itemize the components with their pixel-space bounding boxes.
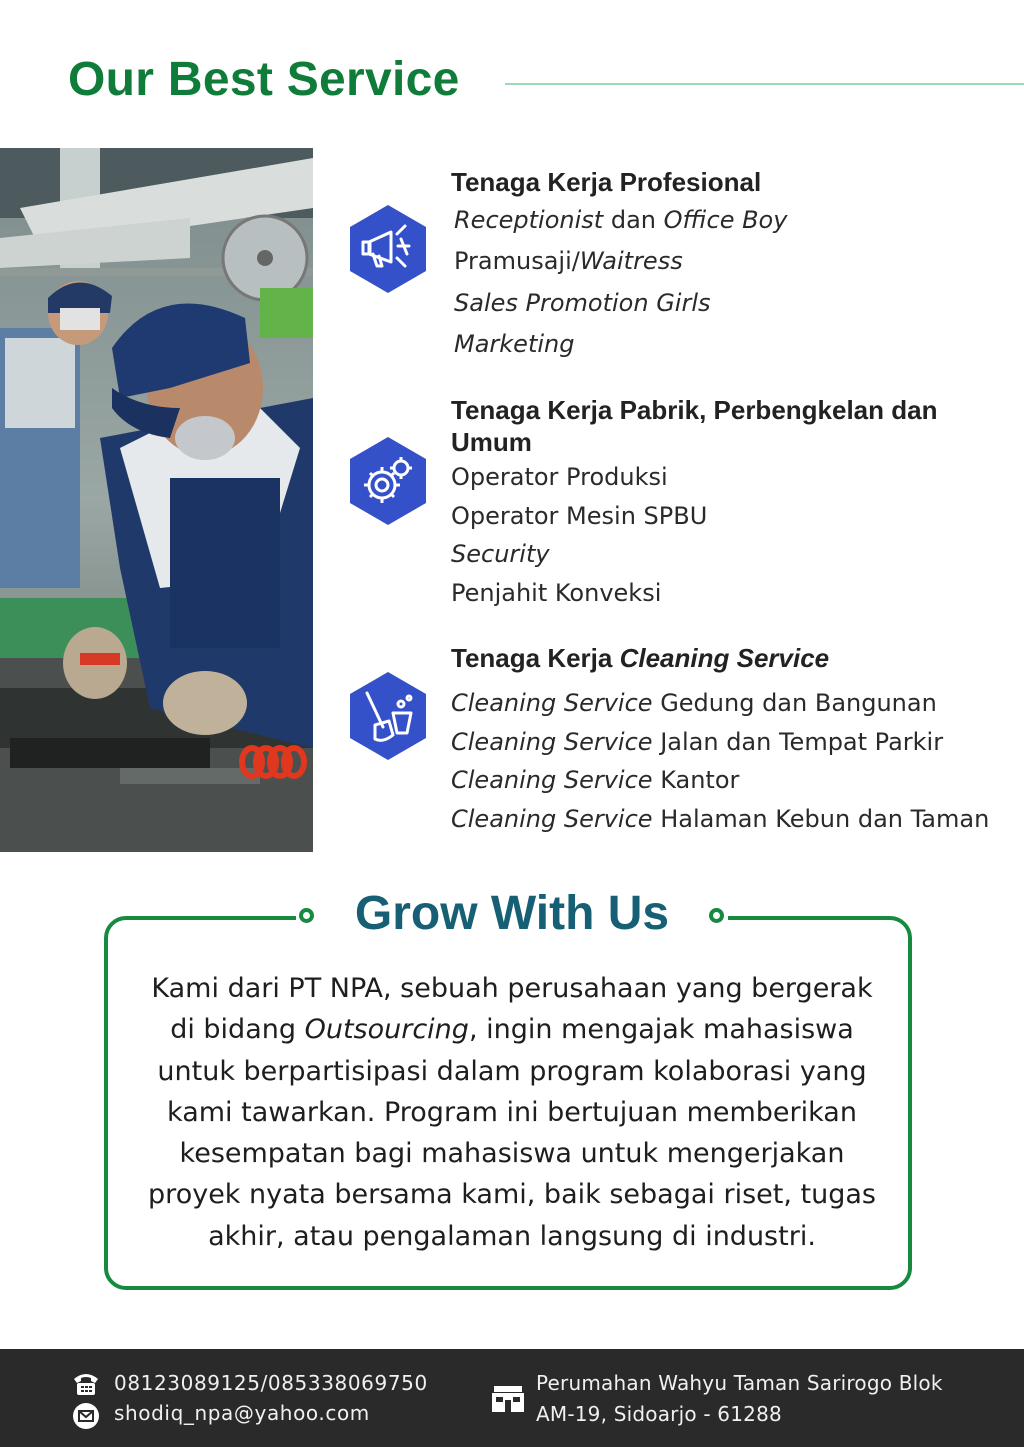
megaphone-icon — [349, 204, 427, 294]
list-item: Marketing — [454, 329, 575, 358]
grow-title: Grow With Us — [354, 887, 670, 940]
list-item: Cleaning Service Kantor — [451, 766, 740, 795]
list-item: Operator Produksi — [451, 463, 668, 491]
cleaning-icon — [349, 671, 427, 761]
address-line-2: AM-19, Sidoarjo - 61288 — [536, 1402, 782, 1426]
list-item: Pramusaji/Waitress — [454, 247, 683, 276]
list-item: Security — [451, 540, 550, 569]
list-item: Receptionist dan Office Boy — [454, 206, 788, 234]
list-item: Operator Mesin SPBU — [451, 501, 708, 530]
service-heading-cleaning: Tenaga Kerja Cleaning Service — [451, 643, 830, 673]
footer — [0, 1349, 1024, 1447]
left-dot-ornament — [299, 908, 314, 923]
list-item: Cleaning Service Gedung dan Bangunan — [451, 689, 937, 717]
right-dot-ornament — [709, 908, 724, 923]
phone-number[interactable]: 08123089125/085338069750 — [114, 1371, 428, 1395]
building-icon — [491, 1384, 525, 1414]
page-title: Our Best Service — [68, 53, 460, 106]
list-item: Cleaning Service Halaman Kebun dan Taman — [451, 805, 990, 834]
envelope-icon — [72, 1402, 100, 1430]
gears-icon — [349, 436, 427, 526]
address-line-1: Perumahan Wahyu Taman Sarirogo Blok — [536, 1371, 943, 1395]
service-list-cleaning — [451, 684, 989, 839]
email-address[interactable]: shodiq_npa@yahoo.com — [114, 1401, 370, 1425]
list-item: Penjahit Konveksi — [451, 579, 662, 608]
list-item: Sales Promotion Girls — [454, 288, 711, 317]
title-divider — [505, 83, 1024, 85]
list-item: Cleaning Service Jalan dan Tempat Parkir — [451, 727, 944, 756]
service-list-pabrik — [451, 458, 707, 613]
service-list-profesional — [454, 200, 787, 365]
factory-worker-photo — [0, 148, 313, 852]
grow-description: Kami dari PT NPA, sebuah perusahaan yang bergerak di bidang Outsourcing, ingin mengajak mahasiswa untuk berpartisipasi dalam program kolaborasi yang kami tawarkan. Program ini bertujuan memberikan kesempatan bagi mahasiswa untuk mengerjakan proyek nyata bersama kami, baik sebagai riset, tugas akhir, atau pengalaman langsung di industri. — [148, 973, 876, 1252]
service-heading-profesional: Tenaga Kerja Profesional — [451, 167, 762, 197]
service-heading-pabrik: Tenaga Kerja Pabrik, Perbengkelan dan Umum — [451, 395, 938, 457]
telephone-icon — [72, 1370, 100, 1396]
